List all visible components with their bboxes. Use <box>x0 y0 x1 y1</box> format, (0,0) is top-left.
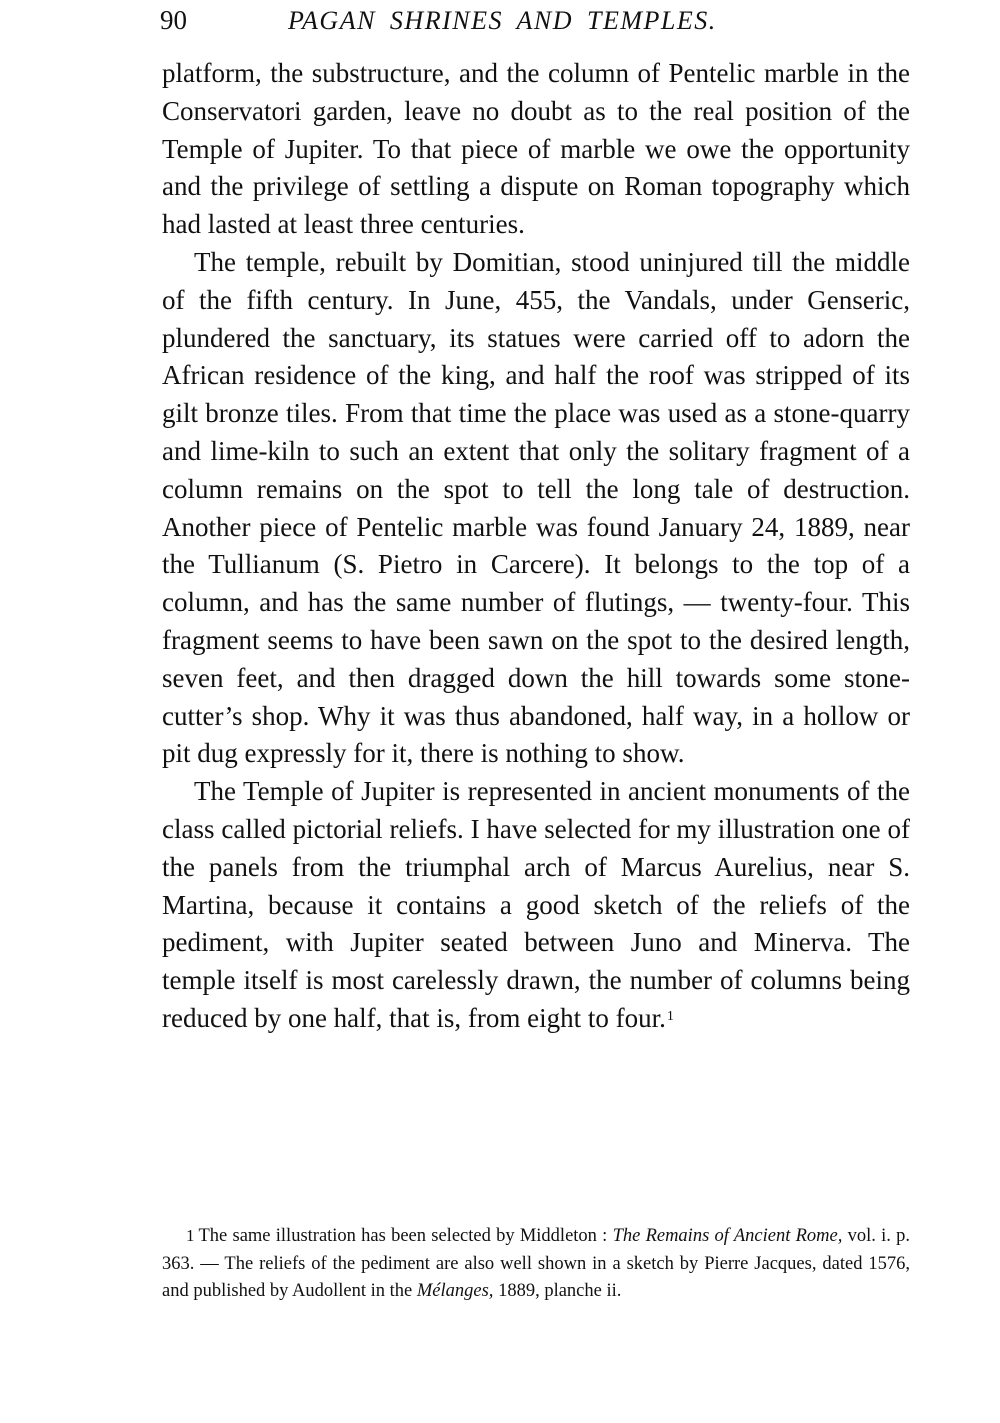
paragraph <box>162 244 910 773</box>
footnote-reference: 1 <box>666 1008 674 1024</box>
running-head <box>160 4 920 44</box>
footnote-text: 1889, planche ii. <box>498 1281 622 1302</box>
paragraph <box>162 55 910 244</box>
footnote <box>162 1222 910 1306</box>
paragraph-text: platform, the substructure, and the column of Pentelic marble in the Conservatori garden, leave no doubt as to the real position of the Temple of Jupiter. To that piece of marble we owe the opportunity and the privilege of settling a dispute on Roman topography which had lasted at least three centuries. <box>162 58 910 240</box>
paragraph-text: The Temple of Jupiter is represented in ancient monuments of the class called pictorial reliefs. I have selected for my illustration one of the panels from the triumphal arch of Marcus Aurelius, near S. Martina, because it contains a good sketch of the reliefs of the pediment, with Jupiter seated between Juno and Minerva. The temple itself is most carelessly drawn, the number of columns being reduced by one half, that is, from eight to four. <box>162 776 910 1033</box>
paragraph <box>162 773 910 1038</box>
footnote-text: The same illustration has been selected by Middleton : <box>198 1226 608 1246</box>
page-number: 90 <box>160 5 187 35</box>
running-title: PAGAN SHRINES AND TEMPLES. <box>288 6 717 35</box>
footnote-text: vol. i. p. 363. — The reliefs of the pediment are also well shown in a sketch by Pierre Jacques, dated 1576, and published by Audollent in the <box>162 1226 910 1302</box>
footnote-book-title: Mélanges, <box>416 1281 494 1302</box>
footnote-book-title: The Remains of Ancient Rome, <box>612 1226 843 1246</box>
footnote-mark: 1 <box>186 1226 195 1245</box>
paragraph-text: The temple, rebuilt by Domitian, stood uninjured till the middle of the fifth century. In June, 455, the Vandals, under Genseric, plundered the sanctuary, its statues were carried off to adorn the African residence of the king, and half the roof was stripped of its gilt bronze tiles. From that time the place was used as a stone-quarry and lime-kiln to such an extent that only the solitary fragment of a column remains on the spot to tell the long tale of destruction. Another piece of Pentelic marble was found January 24, 1889, near the Tullianum (S. Pietro in Carcere). It belongs to the top of a column, and has the same number of flutings, — twenty-four. This fragment seems to have been sawn on the spot to the desired length, seven feet, and then dragged down the hill towards some stone-cutter’s shop. Why it was thus abandoned, half way, in a hollow or pit dug expressly for it, there is nothing to show. <box>162 246 910 769</box>
body-text <box>162 55 910 1038</box>
